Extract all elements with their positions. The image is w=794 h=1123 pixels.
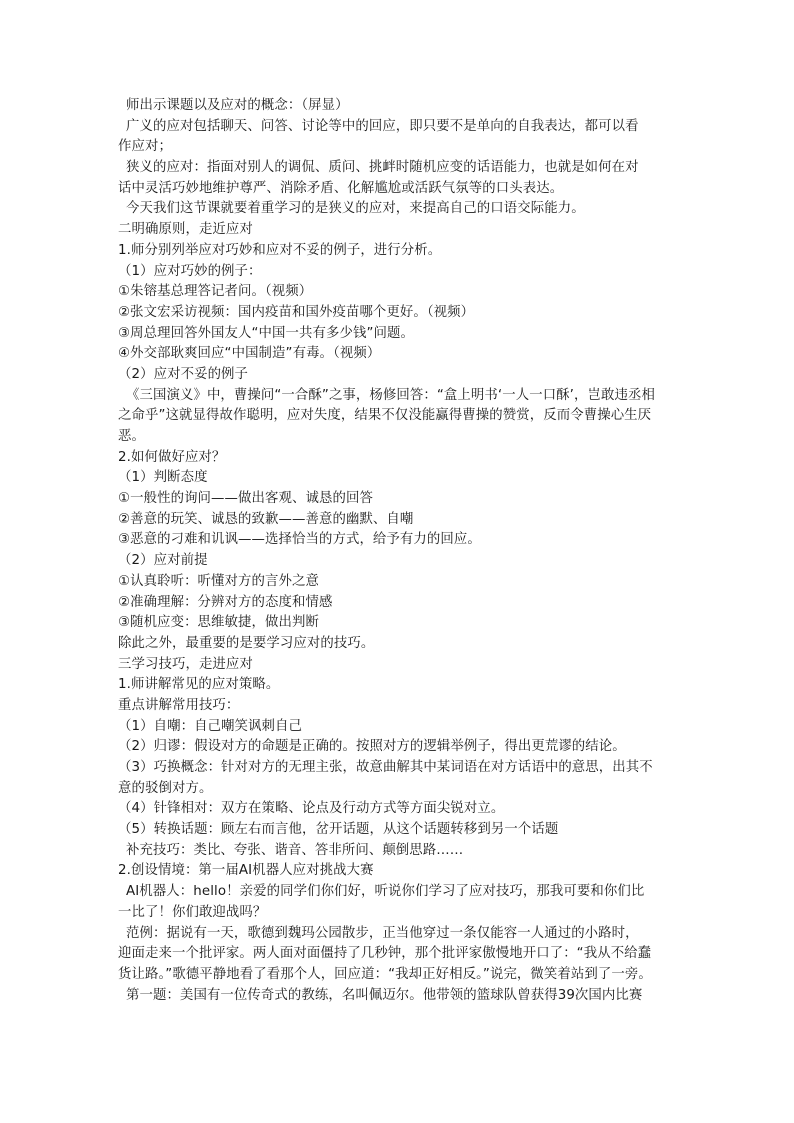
text-line: ①一般性的询问——做出客观、诚恳的回答: [118, 491, 373, 507]
text-line: 三学习技巧，走进应对: [118, 656, 253, 672]
text-line: AI机器人：hello！亲爱的同学们你们好，听说你们学习了应对技巧，那我可要和你们比: [126, 884, 645, 900]
text-line: （5）转换话题：顾左右而言他，岔开话题，从这个话题转移到另一个话题: [118, 822, 559, 838]
text-line: （4）针锋相对：双方在策略、论点及行动方式等方面尖锐对立。: [118, 801, 505, 817]
text-line: 作应对；: [118, 139, 172, 155]
text-line: 《三国演义》中，曹操问“一合酥”之事，杨修回答：“盒上明书‘一人一口酥’，岂敢违丞相: [126, 387, 655, 403]
text-line: （1）判断态度: [118, 470, 208, 486]
text-line: 2.如何做好应对？: [118, 449, 226, 465]
text-line: 狭义的应对：指面对别人的调侃、质问、挑衅时随机应变的话语能力，也就是如何在对: [126, 160, 639, 176]
text-line: 除此之外，最重要的是要学习应对的技巧。: [118, 635, 375, 651]
text-line: 迎面走来一个批评家。两人面对面僵持了几秒钟，那个批评家傲慢地开口了：“我从不给蠢: [118, 946, 652, 962]
document-page: [118, 96, 678, 1006]
text-line: （2）应对前提: [118, 553, 208, 569]
text-line: 一比了！你们敢迎战吗？: [118, 904, 267, 920]
text-line: 广义的应对包括聊天、问答、讨论等中的回应，即只要不是单向的自我表达，都可以看: [126, 118, 639, 134]
text-line: ②善意的玩笑、诚恳的致歉——善意的幽默、自嘲: [118, 511, 414, 527]
text-line: ④外交部耿爽回应“中国制造”有毒。（视频）: [118, 346, 381, 362]
text-line: ①朱镕基总理答记者问。（视频）: [118, 284, 313, 300]
text-line: 今天我们这节课就要着重学习的是狭义的应对，来提高自己的口语交际能力。: [126, 201, 585, 217]
text-line: 1.师分别列举应对巧妙和应对不妥的例子，进行分析。: [118, 242, 442, 258]
text-line: 范例：据说有一天，歌德到魏玛公园散步，正当他穿过一条仅能容一人通过的小路时，: [126, 925, 639, 941]
text-line: ①认真聆听：听懂对方的言外之意: [118, 573, 319, 589]
text-line: 恶。: [118, 429, 145, 444]
text-line: ③随机应变：思维敏捷，做出判断: [118, 615, 319, 631]
text-line: （3）巧换概念：针对对方的无理主张，故意曲解其中某词语在对方话语中的意思，出其不: [118, 760, 653, 775]
text-line: ③恶意的刁难和讥讽——选择恰当的方式，给予有力的回应。: [118, 532, 481, 548]
text-line: 重点讲解常用技巧：: [118, 697, 240, 713]
text-line: （2）应对不妥的例子: [118, 366, 249, 382]
text-line: ②准确理解：分辨对方的态度和情感: [118, 594, 333, 610]
text-line: 意的驳倒对方。: [118, 780, 213, 796]
text-line: 货让路。”歌德平静地看了看那个人，回应道：“我却正好相反。”说完，微笑着站到了一旁。: [118, 966, 652, 982]
text-line: 第一题：美国有一位传奇式的教练，名叫佩迈尔。他带领的篮球队曾获得39次国内比赛: [126, 987, 643, 1003]
text-line: 2.创设情境：第一届AI机器人应对挑战大赛: [118, 863, 374, 879]
text-line: ③周总理回答外国友人“中国一共有多少钱”问题。: [118, 325, 414, 341]
text-line: （1）应对巧妙的例子：: [118, 263, 262, 279]
text-line: 话中灵活巧妙地维护尊严、消除矛盾、化解尴尬或活跃气氛等的口头表达。: [118, 180, 564, 196]
text-line: 1.师讲解常见的应对策略。: [118, 677, 280, 693]
text-line: ②张文宏采访视频：国内疫苗和国外疫苗哪个更好。（视频）: [118, 304, 475, 320]
text-line: 二明确原则，走近应对: [118, 222, 253, 238]
text-line: 之命乎”这就显得故作聪明，应对失度，结果不仅没能赢得曹操的赞赏，反而令曹操心生厌: [118, 408, 652, 424]
text-line: （2）归谬：假设对方的命题是正确的。按照对方的逻辑举例子，得出更荒谬的结论。: [118, 739, 626, 755]
text-line: （1）自嘲：自己嘲笑讽刺自己: [118, 718, 302, 734]
text-line: 补充技巧：类比、夸张、谐音、答非所问、颠倒思路……: [126, 842, 464, 858]
text-line: 师出示课题以及应对的概念：（屏显）: [126, 98, 349, 113]
